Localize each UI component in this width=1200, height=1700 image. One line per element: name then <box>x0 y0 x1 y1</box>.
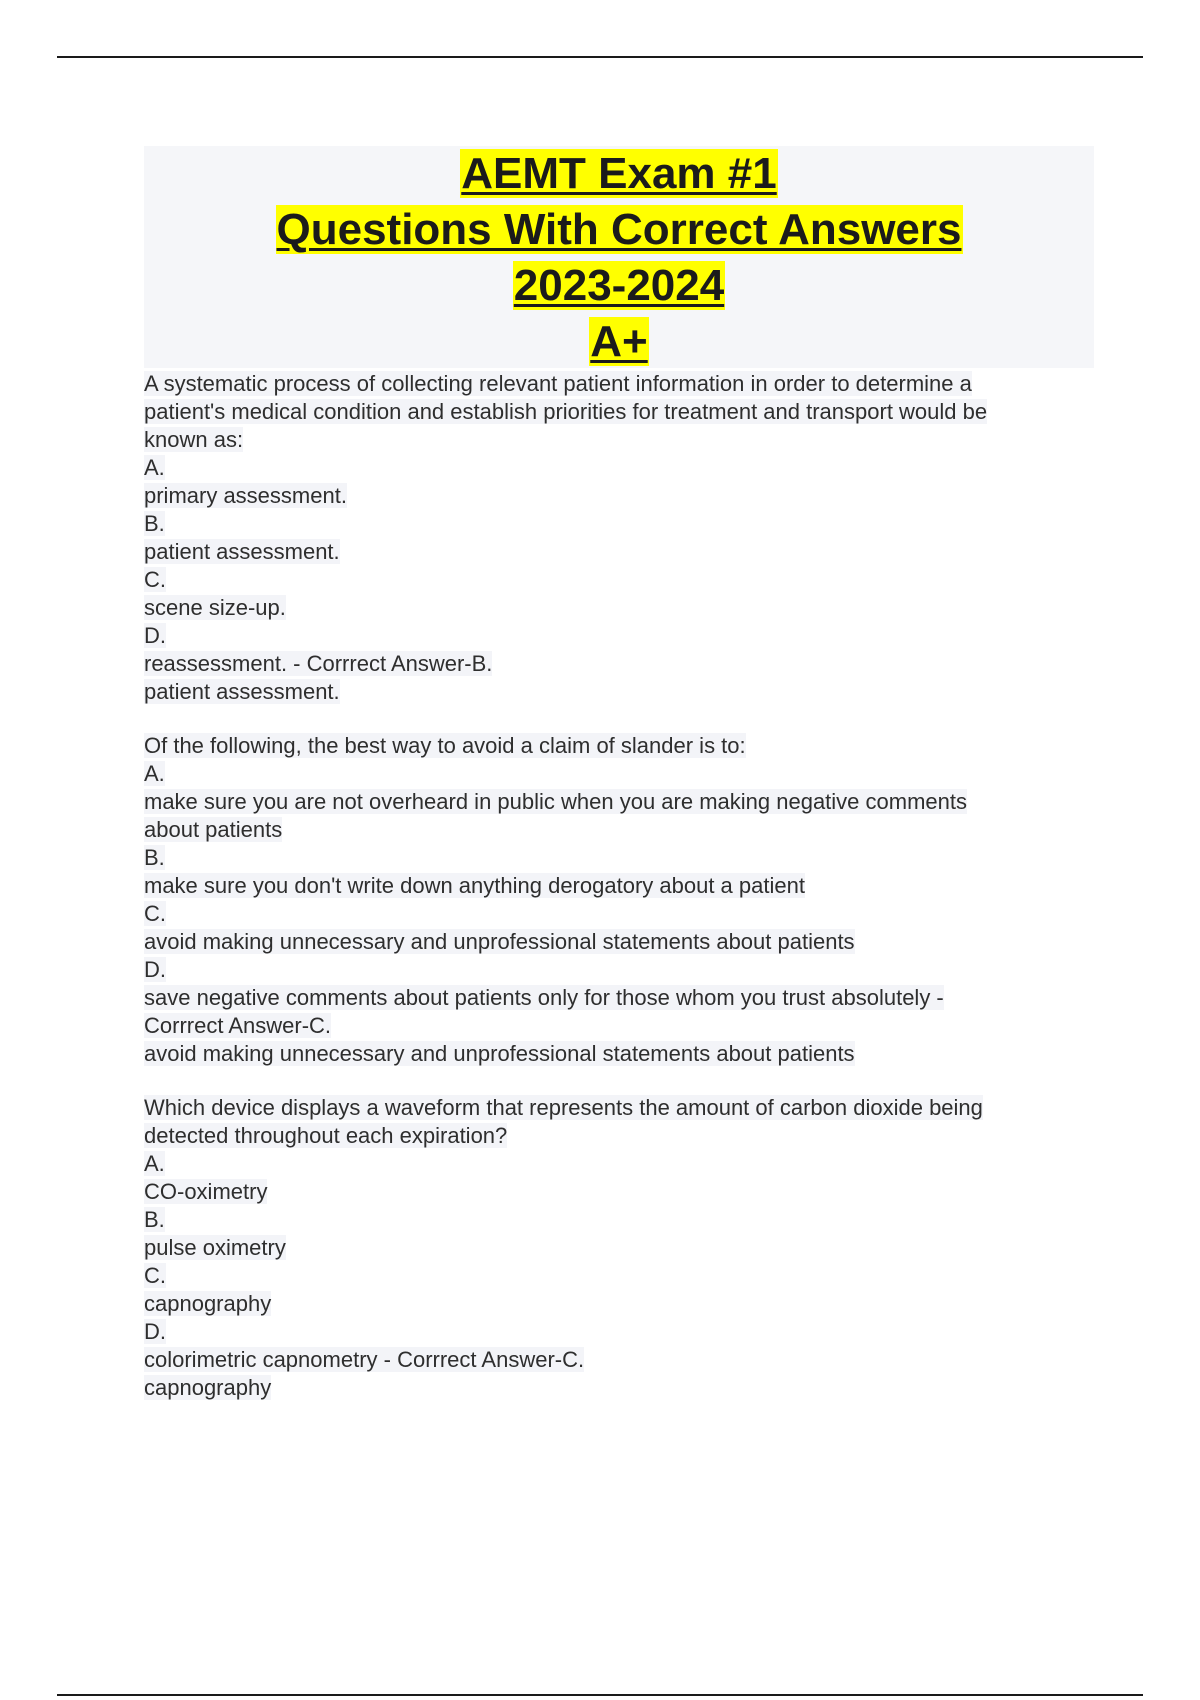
option-text: capnography <box>144 1291 272 1316</box>
option-text-with-answer: colorimetric capnometry - Corrrect Answer-C. <box>144 1347 585 1372</box>
option-text: about patients <box>144 817 283 842</box>
option-letter: B. <box>144 511 165 536</box>
option-letter: D. <box>144 957 166 982</box>
option-text-with-answer: Corrrect Answer-C. <box>144 1013 332 1038</box>
option-letter: A. <box>144 455 165 480</box>
correct-answer-text: patient assessment. <box>144 679 340 704</box>
document-title <box>144 146 1094 368</box>
question-text: known as: <box>144 427 244 452</box>
page-content <box>144 146 1094 1402</box>
question-text: Which device displays a waveform that represents the amount of carbon dioxide being <box>144 1095 983 1120</box>
bottom-rule <box>57 1694 1143 1696</box>
option-letter: A. <box>144 1151 165 1176</box>
top-rule <box>57 56 1143 58</box>
question-text: A systematic process of collecting relevant patient information in order to determine a <box>144 371 972 396</box>
correct-answer-text: capnography <box>144 1375 272 1400</box>
option-letter: D. <box>144 1319 166 1344</box>
title-line: AEMT Exam #1 <box>461 149 777 198</box>
title-line: Questions With Correct Answers <box>276 205 962 254</box>
option-letter: C. <box>144 1263 166 1288</box>
option-text: avoid making unnecessary and unprofessional statements about patients <box>144 929 855 954</box>
question-text: patient's medical condition and establish priorities for treatment and transport would be <box>144 399 988 424</box>
option-text: primary assessment. <box>144 483 347 508</box>
question-text: Of the following, the best way to avoid a claim of slander is to: <box>144 733 746 758</box>
option-text: pulse oximetry <box>144 1235 286 1260</box>
option-letter: B. <box>144 1207 165 1232</box>
option-letter: D. <box>144 623 166 648</box>
option-letter: C. <box>144 567 166 592</box>
option-letter: B. <box>144 845 165 870</box>
question-block <box>144 732 1094 1068</box>
option-text-with-answer: save negative comments about patients only for those whom you trust absolutely - <box>144 985 944 1010</box>
option-text: scene size-up. <box>144 595 286 620</box>
question-block <box>144 370 1094 706</box>
option-text: patient assessment. <box>144 539 340 564</box>
option-text-with-answer: reassessment. - Corrrect Answer-B. <box>144 651 493 676</box>
option-letter: A. <box>144 761 165 786</box>
option-letter: C. <box>144 901 166 926</box>
title-line: A+ <box>590 317 648 366</box>
option-text: make sure you are not overheard in public when you are making negative comments <box>144 789 968 814</box>
question-text: detected throughout each expiration? <box>144 1123 508 1148</box>
question-block <box>144 1094 1094 1402</box>
correct-answer-text: avoid making unnecessary and unprofessional statements about patients <box>144 1041 855 1066</box>
question-list <box>144 370 1094 1402</box>
option-text: CO-oximetry <box>144 1179 268 1204</box>
title-line: 2023-2024 <box>513 261 725 310</box>
option-text: make sure you don't write down anything derogatory about a patient <box>144 873 805 898</box>
